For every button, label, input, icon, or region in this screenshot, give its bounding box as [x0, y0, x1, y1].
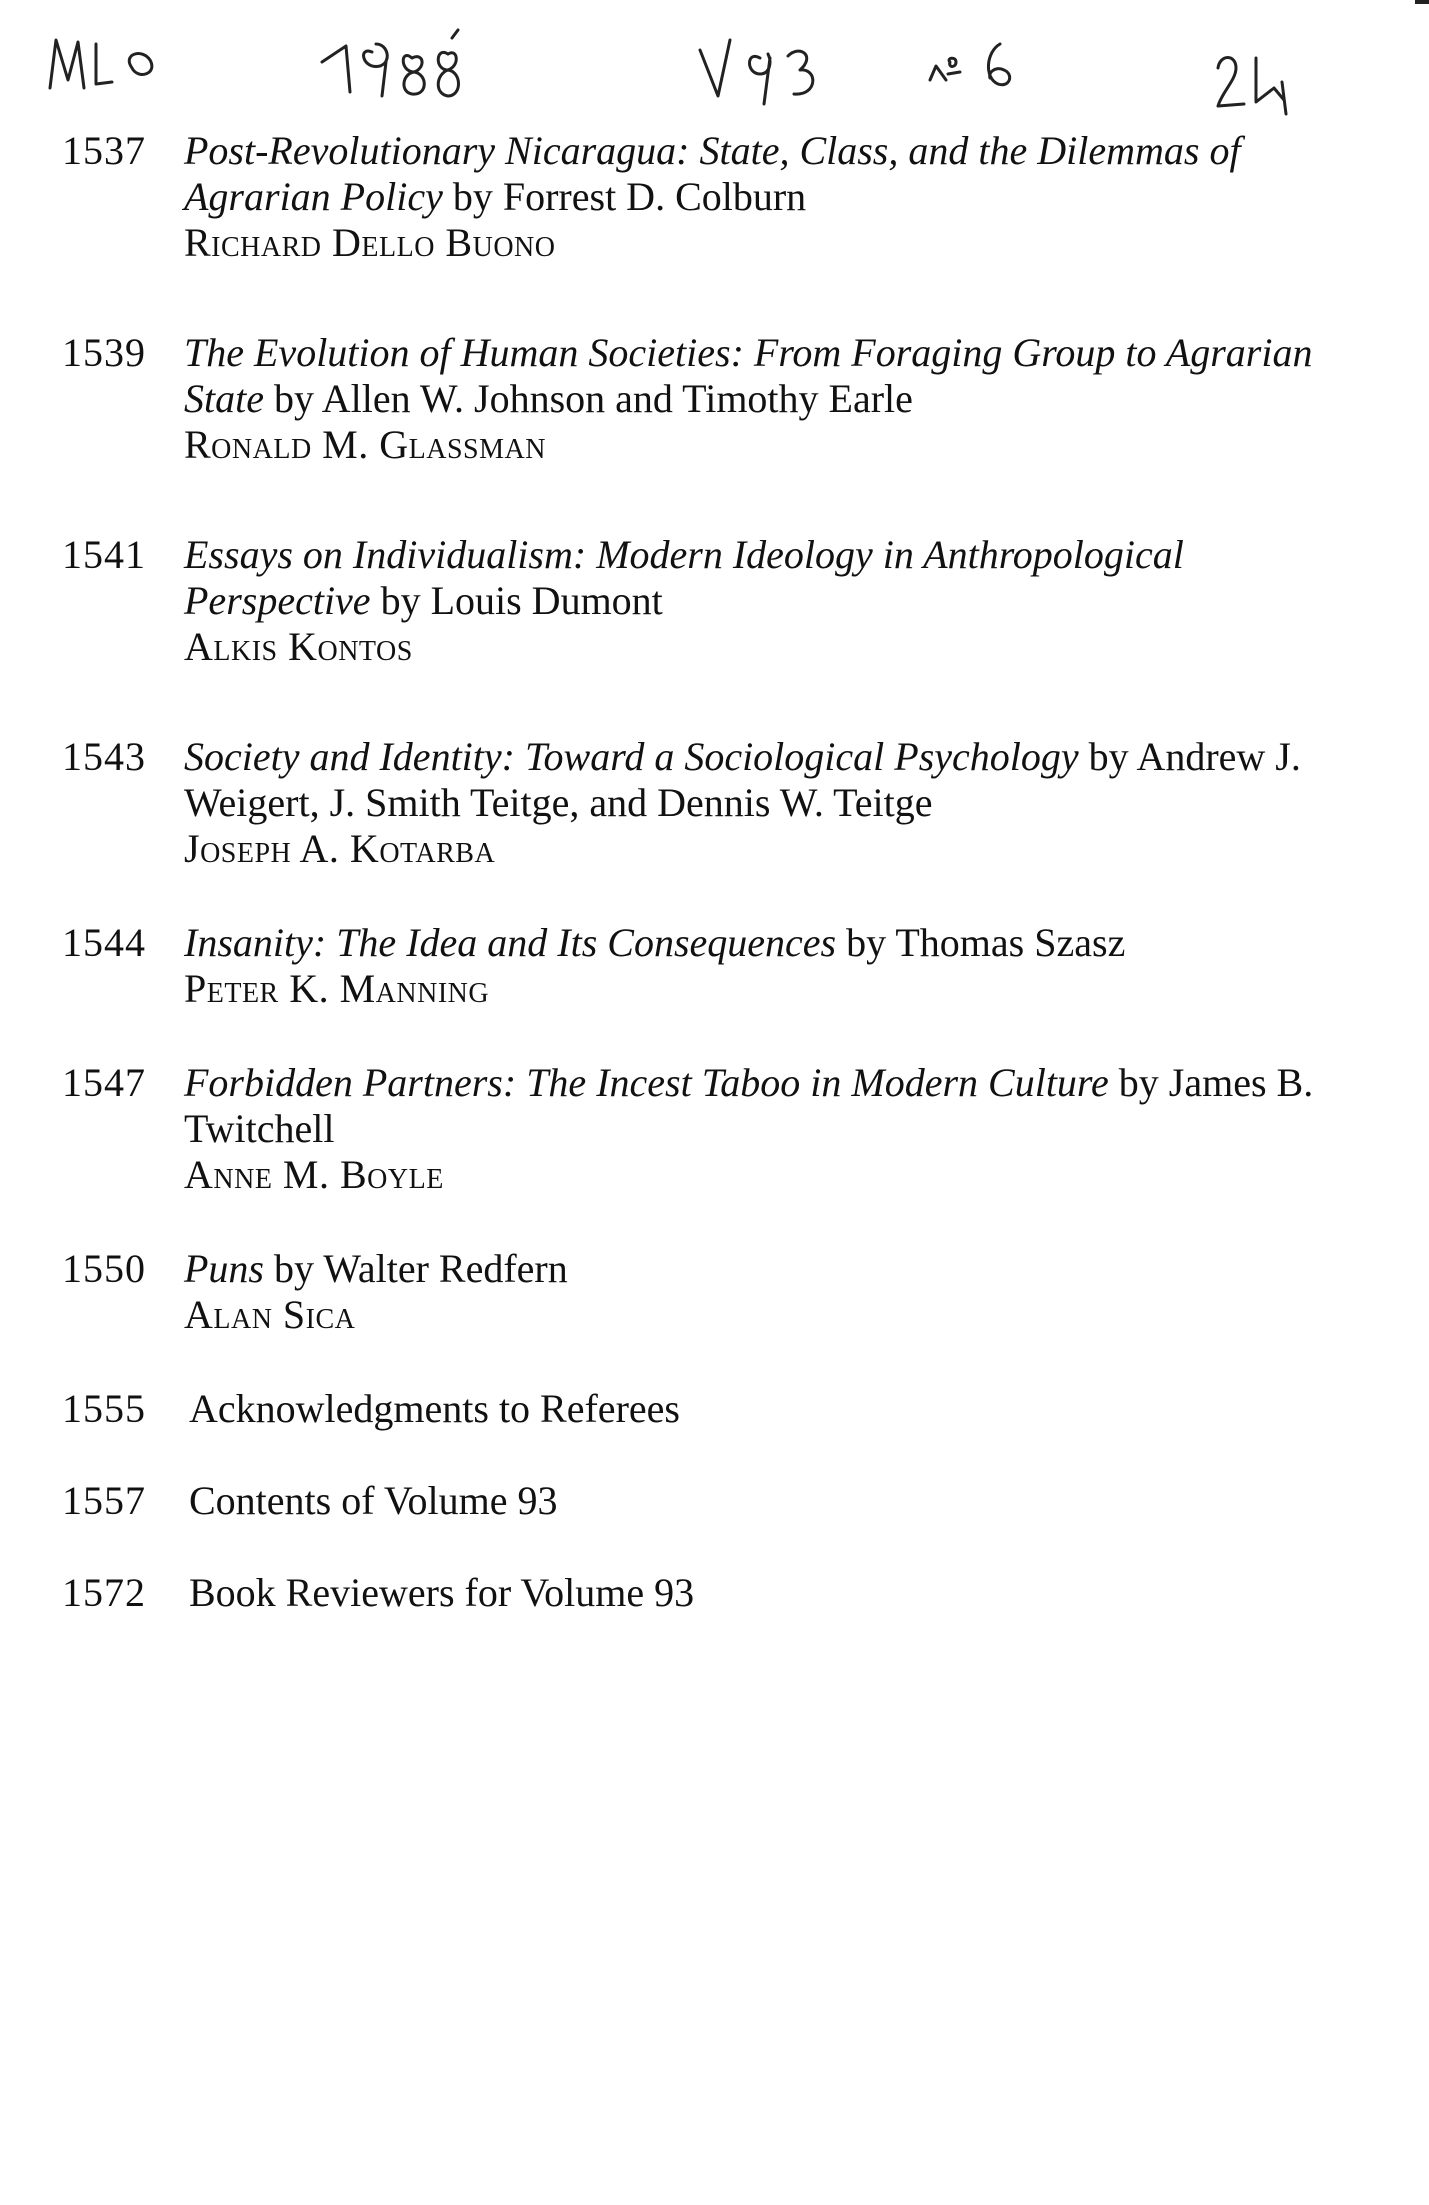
- review-entry: [62, 532, 1362, 670]
- scan-corner-mark: [1415, 0, 1429, 4]
- page-number: 1544: [62, 920, 146, 965]
- back-matter-entry: [62, 1386, 1362, 1432]
- reviewer-name: Alan Sica: [184, 1292, 356, 1337]
- entry-body: [184, 1246, 1352, 1338]
- review-entry: [62, 1060, 1362, 1198]
- page-number: 1550: [62, 1246, 146, 1291]
- by-word: by: [1088, 734, 1129, 779]
- book-title: Society and Identity: Toward a Sociological Psychology: [184, 734, 1079, 779]
- book-citation: [184, 1246, 1352, 1292]
- page-number: 1572: [62, 1570, 146, 1615]
- book-title: Puns: [184, 1246, 264, 1291]
- by-word: by: [380, 578, 421, 623]
- book-citation: [184, 1060, 1352, 1152]
- reviewer-name: Ronald M. Glassman: [184, 422, 546, 467]
- book-citation: [184, 734, 1352, 826]
- book-author: Forrest D. Colburn: [502, 174, 807, 219]
- handwriting-drawing: [0, 18, 1429, 128]
- book-author: Allen W. Johnson and Timothy Earle: [321, 376, 913, 421]
- back-matter-label: Acknowledgments to Referees: [189, 1386, 680, 1431]
- handwriting-mark-number: [930, 44, 1010, 85]
- reviewer-name: Richard Dello Buono: [184, 220, 556, 265]
- entry-body: [184, 128, 1352, 266]
- entry-body: [184, 734, 1352, 872]
- book-author: Andrew J. Weigert, J. Smith Teitge, and Dennis W. Teitge: [184, 734, 1301, 825]
- handwriting-mark-year: [322, 30, 459, 96]
- book-title: The Evolution of Human Societies: From Foraging Group to Agrarian State: [184, 330, 1313, 421]
- book-author: Walter Redfern: [323, 1246, 568, 1291]
- book-citation: [184, 920, 1352, 966]
- book-citation: [184, 128, 1352, 220]
- book-author: Thomas Szasz: [895, 920, 1126, 965]
- contents-list: [62, 128, 1362, 1616]
- reviewer-name: Joseph A. Kotarba: [184, 826, 496, 871]
- page-number: 1543: [62, 734, 146, 779]
- reviewer-name: Alkis Kontos: [184, 624, 413, 669]
- back-matter-entry: [62, 1570, 1362, 1616]
- book-title: Essays on Individualism: Modern Ideology in Anthropological Perspective: [184, 532, 1184, 623]
- handwriting-mark-volume: [700, 40, 813, 104]
- entry-body: [184, 920, 1352, 1012]
- handwriting-mark-mio: [50, 40, 152, 88]
- page-number: 1547: [62, 1060, 146, 1105]
- handwriting-mark-page: [1218, 58, 1286, 115]
- book-title: Forbidden Partners: The Incest Taboo in Modern Culture: [184, 1060, 1109, 1105]
- review-entry: [62, 128, 1362, 266]
- page-number: 1537: [62, 128, 146, 173]
- review-entry: [62, 920, 1362, 1012]
- by-word: by: [846, 920, 887, 965]
- entry-body: [184, 330, 1352, 468]
- by-word: by: [1118, 1060, 1159, 1105]
- book-title: Post-Revolutionary Nicaragua: State, Class, and the Dilemmas of Agrarian Policy: [184, 128, 1241, 219]
- book-citation: [184, 330, 1352, 422]
- book-citation: [184, 532, 1352, 624]
- handwritten-header: [0, 18, 1429, 128]
- back-matter-label: Book Reviewers for Volume 93: [189, 1570, 695, 1615]
- page-number: 1555: [62, 1386, 146, 1431]
- book-author: Louis Dumont: [430, 578, 663, 623]
- book-title: Insanity: The Idea and Its Consequences: [184, 920, 837, 965]
- page-number: 1557: [62, 1478, 146, 1523]
- entry-body: [184, 532, 1352, 670]
- entry-body: [184, 1060, 1352, 1198]
- by-word: by: [273, 376, 314, 421]
- reviewer-name: Peter K. Manning: [184, 966, 490, 1011]
- page-number: 1539: [62, 330, 146, 375]
- review-entry: [62, 1246, 1362, 1338]
- back-matter-entry: [62, 1478, 1362, 1524]
- review-entry: [62, 734, 1362, 872]
- back-matter-label: Contents of Volume 93: [189, 1478, 558, 1523]
- page-number: 1541: [62, 532, 146, 577]
- by-word: by: [274, 1246, 314, 1291]
- reviewer-name: Anne M. Boyle: [184, 1152, 444, 1197]
- book-author: James B. Twitchell: [184, 1060, 1314, 1151]
- review-entry: [62, 330, 1362, 468]
- by-word: by: [452, 174, 493, 219]
